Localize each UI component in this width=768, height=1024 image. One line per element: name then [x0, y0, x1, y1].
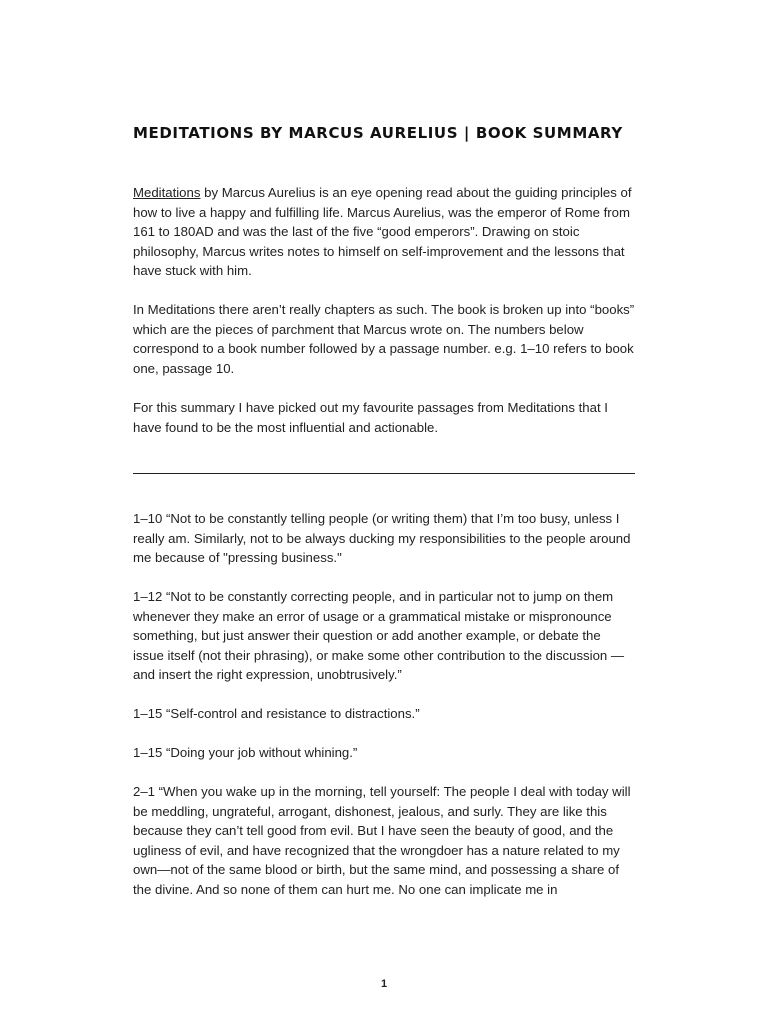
document-page [133, 0, 635, 1024]
passage-2-1: 2–1 “When you wake up in the morning, tell yourself: The people I deal with today will be meddling, ungrateful, arrogant, dishonest, jealous, and surly. They are like this because they can’t tell good from evil. But I have seen the beauty of good, and the ugliness of evil, and have recognized that the wrongdoer has a nature related to my own—not of the same blood or birth, but the same mind, and possessing a share of the divine. And so none of them can hurt me. No one can implicate me in [133, 784, 631, 897]
document-title: MEDITATIONS BY MARCUS AURELIUS | BOOK SUMMARY [133, 124, 623, 142]
meditations-link[interactable]: Meditations [133, 185, 201, 200]
passage-1-12: 1–12 “Not to be constantly correcting people, and in particular not to jump on them whenever they make an error of usage or a grammatical mistake or mispronounce something, but just answer their question or add another example, or debate the issue itself (not their phrasing), or make some other contribution to the discussion —and insert the right expression, unobtrusively.” [133, 589, 625, 682]
intro-paragraph-1 [133, 183, 635, 281]
passage-1-10: 1–10 “Not to be constantly telling people (or writing them) that I’m too busy, unless I really am. Similarly, not to be always ducking my responsibilities to the people around me because of "pressing business." [133, 511, 631, 565]
passage-1-15-self-control: 1–15 “Self-control and resistance to distractions.” [133, 706, 420, 721]
page-number: 1 [380, 978, 388, 990]
intro-paragraph-1-text: by Marcus Aurelius is an eye opening read about the guiding principles of how to live a happy and fulfilling life. Marcus Aurelius, was the emperor of Rome from 161 to 180AD and was the last of the five “good emperors”. Drawing on stoic philosophy, Marcus writes notes to himself on self-improvement and the lessons that have stuck with him. [133, 185, 632, 278]
intro-paragraph-2: In Meditations there aren’t really chapters as such. The book is broken up into “books” which are the pieces of parchment that Marcus wrote on. The numbers below correspond to a book number followed by a passage number. e.g. 1–10 refers to book one, passage 10. [133, 302, 635, 376]
intro-paragraph-3: For this summary I have picked out my favourite passages from Meditations that I have found to be the most influential and actionable. [133, 400, 608, 435]
section-divider [133, 473, 635, 474]
passage-1-15-job: 1–15 “Doing your job without whining.” [133, 745, 358, 760]
